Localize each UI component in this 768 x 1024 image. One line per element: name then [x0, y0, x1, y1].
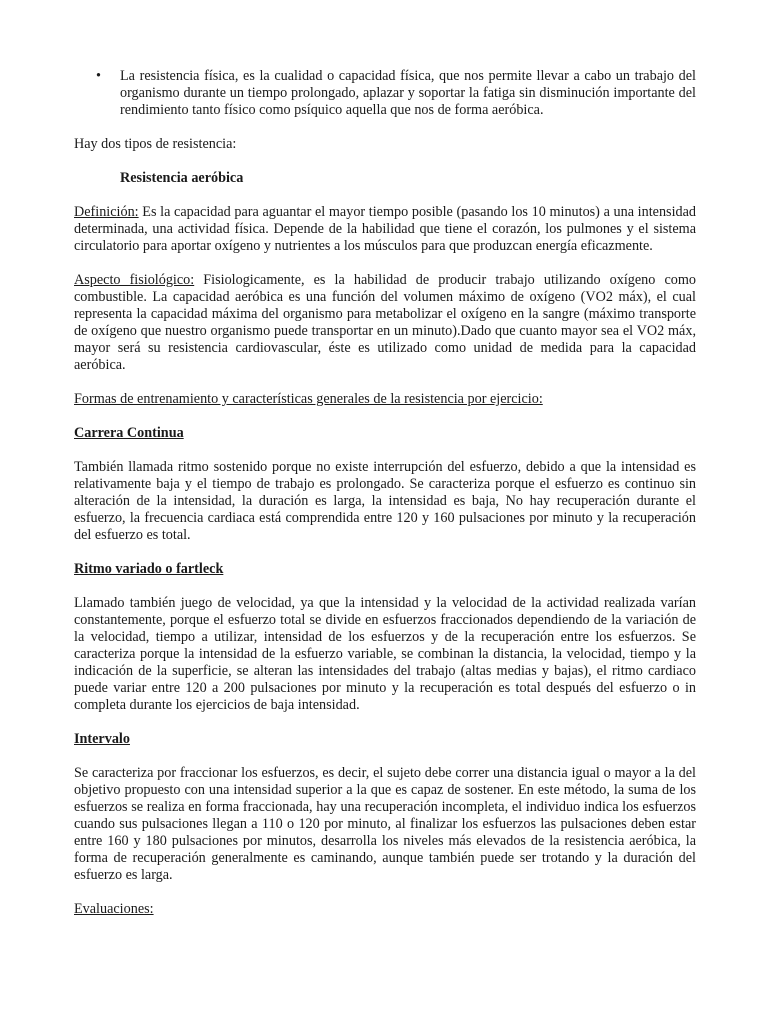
physiology-paragraph	[74, 272, 696, 374]
intro-text: Hay dos tipos de resistencia:	[74, 136, 237, 152]
section-heading-carrera-continua: Carrera Continua	[74, 425, 184, 441]
evaluations-heading: Evaluaciones:	[74, 901, 154, 917]
definition-paragraph	[74, 204, 696, 255]
physiology-text: Fisiologicamente, es la habilidad de producir trabajo utilizando oxígeno como combustible. La capacidad aeróbica es una función del volumen máximo de oxígeno (VO2 máx), el cual representa la capacidad máxima del organismo para metabolizar el oxígeno en la sangre (máximo transporte de oxígeno que nuestro organismo puede transportar en un minuto).Dado que cuanto mayor sea el VO2 máx, mayor será su resistencia cardiovascular, éste es utilizado como unidad de medida para la capacidad aeróbica.	[74, 272, 696, 373]
bullet-text: La resistencia física, es la cualidad o capacidad física, que nos permite llevar a cabo un trabajo del organismo durante un tiempo prolongado, aplazar y soportar la fatiga sin disminución importante del rendimiento tanto físico como psíquico aquella que nos de forma aeróbica.	[120, 68, 696, 118]
section-text-carrera-continua: También llamada ritmo sostenido porque no existe interrupción del esfuerzo, debido a que la intensidad es relativamente baja y el tiempo de trabajo es prolongado. Se caracteriza porque el esfuerzo es continuo sin alteración de la intensidad, la duración es larga, la intensidad es baja, No hay recuperación durante el esfuerzo, la frecuencia cardiaca está comprendida entre 120 y 160 pulsaciones por minuto y la recuperación del esfuerzo es total.	[74, 459, 696, 543]
section-heading-intervalo: Intervalo	[74, 731, 130, 747]
section-text-intervalo: Se caracteriza por fraccionar los esfuerzos, es decir, el sujeto debe correr una distancia igual o mayor a la del objetivo propuesto con una intensidad superior a la que es capaz de sostener. En este método, la suma de los esfuerzos se realiza en forma fraccionada, hay una recuperación incompleta, el individuo indica los esfuerzos cuando sus pulsaciones llegan a 110 o 120 por minuto, al finalizar los esfuerzos las pulsaciones deben estar entre 160 y 180 pulsaciones por minutos, desarrolla los niveles más elevados de la resistencia aeróbica, la forma de recuperación generalmente es caminando, aunque también puede ser trotando y la duración del esfuerzo es larga.	[74, 765, 696, 883]
document-page	[74, 68, 696, 918]
training-forms-heading: Formas de entrenamiento y características generales de la resistencia por ejercicio:	[74, 391, 543, 407]
definition-label: Definición:	[74, 204, 139, 220]
aerobic-heading: Resistencia aeróbica	[120, 170, 244, 186]
bullet-dot-icon: •	[96, 68, 101, 84]
section-text-fartleck: Llamado también juego de velocidad, ya que la intensidad y la velocidad de la actividad realizada varían constantemente, porque el esfuerzo total se divide en esfuerzos fraccionados dependiendo de la variación de la velocidad, tiempo a utilizar, intensidad de los esfuerzos y de la recuperación entre los esfuerzos. Se caracteriza porque la intensidad de la esfuerzo variable, se combinan la distancia, la velocidad, tiempo y la indicación de la superficie, se alteran las intensidades del trabajo (altas medias y bajas), el ritmo cardiaco puede variar entre 120 a 200 pulsaciones por minuto y la recuperación es total después del esfuerzo o in completa durante los ejercicios de baja intensidad.	[74, 595, 696, 713]
definition-text: Es la capacidad para aguantar el mayor tiempo posible (pasando los 10 minutos) a una intensidad determinada, una actividad física. Depende de la habilidad que tiene el corazón, los pulmones y el sistema circulatorio para aportar oxígeno y nutrientes a los músculos para que produzcan energía eficazmente.	[74, 204, 696, 254]
section-heading-fartleck: Ritmo variado o fartleck	[74, 561, 224, 577]
bullet-item	[74, 68, 696, 119]
physiology-label: Aspecto fisiológico:	[74, 272, 195, 288]
